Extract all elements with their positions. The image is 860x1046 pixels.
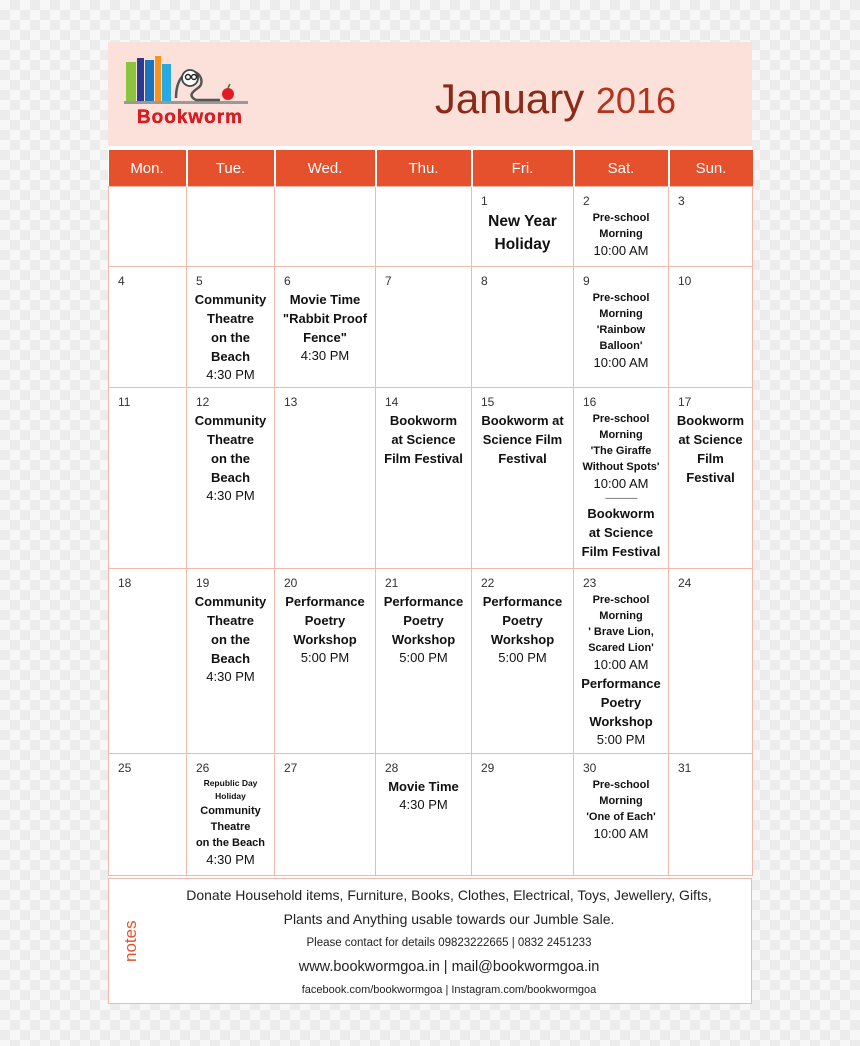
- event-text: Theatre: [207, 311, 254, 326]
- day-number: 28: [385, 761, 399, 775]
- day-cell: [574, 388, 669, 569]
- event-time: 5:00 PM: [498, 650, 547, 665]
- day-number: 2: [583, 194, 590, 208]
- week-row: [109, 187, 753, 267]
- event-text: Without Spots': [582, 461, 660, 473]
- event-text: Pre-school: [592, 212, 650, 224]
- day-cell: [109, 569, 187, 754]
- event-time: 10:00 AM: [593, 476, 649, 491]
- event-text: Community: [200, 805, 261, 817]
- day-cell: [187, 754, 275, 876]
- day-cell: [574, 754, 669, 876]
- week-row: [109, 754, 753, 876]
- event-text: Morning: [599, 429, 643, 441]
- event-text: Bookworm: [587, 506, 655, 521]
- event-time: 5:00 PM: [399, 650, 448, 665]
- event-text: Republic Day: [203, 778, 258, 788]
- event-text: Community: [194, 594, 267, 609]
- day-cell: [472, 569, 574, 754]
- event-text: Festival: [498, 451, 547, 466]
- event-text: "Rabbit Proof: [282, 311, 368, 326]
- day-cell: [109, 388, 187, 569]
- day-cell: [275, 569, 376, 754]
- day-number: 16: [583, 395, 597, 409]
- event-text: Theatre: [207, 432, 254, 447]
- event-text: Community: [194, 413, 267, 428]
- empty-day-cell: [275, 187, 376, 267]
- event-time: 4:30 PM: [206, 488, 255, 503]
- day-cell: [109, 754, 187, 876]
- weekday-tue: Tue.: [187, 150, 275, 187]
- day-number: 9: [583, 274, 590, 288]
- event-text: at Science: [678, 432, 743, 447]
- event-time: 10:00 AM: [593, 355, 649, 370]
- event-text: Pre-school: [592, 779, 650, 791]
- day-cell: [376, 388, 472, 569]
- event-text: at Science: [588, 525, 654, 540]
- month-title: [435, 74, 676, 126]
- day-cell: [574, 187, 669, 267]
- day-number: 11: [118, 395, 131, 409]
- weekday-thu: Thu.: [376, 150, 472, 187]
- calendar-header: [108, 42, 752, 146]
- day-number: 7: [385, 274, 392, 288]
- day-cell: [669, 569, 753, 754]
- event-text: Pre-school: [592, 413, 650, 425]
- day-number: 22: [481, 576, 495, 590]
- event-separator: ----------------: [605, 493, 637, 503]
- event-time: 4:30 PM: [399, 797, 448, 812]
- event-text: Poetry: [304, 613, 346, 628]
- day-number: 5: [196, 274, 203, 288]
- event-text: Bookworm at: [481, 413, 564, 428]
- event-time: 4:30 PM: [300, 348, 350, 363]
- event-text: Beach: [210, 470, 251, 485]
- event-text: on the Beach: [195, 837, 266, 849]
- event-text: Holiday: [494, 236, 551, 253]
- day-cell: [376, 569, 472, 754]
- event-text: Scared Lion': [588, 642, 654, 654]
- day-cell: [275, 388, 376, 569]
- day-number: 13: [284, 395, 298, 409]
- year: 2016: [595, 80, 676, 121]
- notes-body: [149, 883, 749, 1001]
- event-text: Workshop: [589, 714, 653, 729]
- event-text: Festival: [686, 470, 735, 485]
- event-time: 5:00 PM: [596, 732, 646, 747]
- day-number: 23: [583, 576, 597, 590]
- event-text: Theatre: [207, 613, 254, 628]
- event-time: 5:00 PM: [300, 650, 350, 665]
- day-number: 1: [481, 194, 488, 208]
- event-text: Performance: [581, 676, 661, 691]
- event-text: 'One of Each': [586, 811, 656, 823]
- event-text: Movie Time: [289, 292, 361, 307]
- empty-day-cell: [109, 187, 187, 267]
- day-number: 14: [385, 395, 399, 409]
- event-text: Poetry: [403, 613, 444, 628]
- event-time: 4:30 PM: [206, 669, 255, 684]
- logo-text: Bookworm: [136, 107, 244, 128]
- event-text: 'Rainbow: [596, 324, 646, 336]
- day-cell: [669, 754, 753, 876]
- event-text: 'The Giraffe: [590, 445, 652, 457]
- event-time: 10:00 AM: [593, 826, 649, 841]
- event-text: ' Brave Lion,: [588, 626, 654, 638]
- donation-text-line2: Plants and Anything usable towards our Jumble Sale.: [283, 911, 615, 927]
- day-number: 25: [118, 761, 132, 775]
- calendar-page: [108, 42, 752, 1004]
- day-number: 31: [678, 761, 692, 775]
- event-text: Film: [697, 451, 724, 466]
- day-cell: [376, 267, 472, 388]
- event-text: on the: [211, 451, 250, 466]
- event-text: Beach: [210, 651, 251, 666]
- event-text: on the: [211, 632, 250, 647]
- event-text: Pre-school: [592, 292, 650, 304]
- day-number: 21: [385, 576, 399, 590]
- event-text: Film Festival: [384, 451, 463, 466]
- day-number: 30: [583, 761, 597, 775]
- week-row: [109, 569, 753, 754]
- day-cell: [187, 388, 275, 569]
- social-links: facebook.com/bookwormgoa | Instagram.com/bookwormgoa: [301, 984, 597, 996]
- day-cell: [669, 187, 753, 267]
- event-text: Poetry: [502, 613, 543, 628]
- day-cell: [669, 267, 753, 388]
- website-email: www.bookwormgoa.in | mail@bookwormgoa.in: [298, 959, 600, 975]
- donation-text-line1: Donate Household items, Furniture, Books, Clothes, Electrical, Toys, Jewellery, Gifts,: [186, 887, 712, 903]
- day-cell: [472, 187, 574, 267]
- event-text: Morning: [599, 228, 643, 240]
- day-cell: [669, 388, 753, 569]
- event-text: Performance: [482, 594, 563, 609]
- event-text: Science Film: [482, 432, 563, 447]
- event-text: Movie Time: [388, 779, 459, 794]
- contact-numbers: Please contact for details 09823222665 | 0832 2451233: [306, 937, 592, 949]
- event-text: Film Festival: [581, 544, 661, 559]
- day-cell: [472, 267, 574, 388]
- month-name: January: [434, 75, 585, 122]
- notes-label: notes: [121, 920, 140, 962]
- event-text: Performance: [285, 594, 365, 609]
- day-cell: [187, 267, 275, 388]
- notes-box: [108, 878, 752, 1004]
- day-number: 4: [118, 274, 125, 288]
- event-text: Balloon': [599, 340, 643, 352]
- event-text: Morning: [599, 795, 643, 807]
- day-cell: [472, 754, 574, 876]
- weekday-fri: Fri.: [472, 150, 574, 187]
- event-text: on the: [211, 330, 250, 345]
- event-time: 4:30 PM: [206, 367, 255, 382]
- day-number: 19: [196, 576, 210, 590]
- event-text: Poetry: [600, 695, 642, 710]
- day-number: 12: [196, 395, 210, 409]
- empty-day-cell: [376, 187, 472, 267]
- weekday-header-row: [109, 150, 753, 187]
- event-text: Fence": [303, 330, 347, 345]
- event-text: Morning: [599, 610, 643, 622]
- weekday-wed: Wed.: [275, 150, 376, 187]
- event-text: Workshop: [490, 632, 555, 647]
- weekday-sun: Sun.: [669, 150, 753, 187]
- day-number: 18: [118, 576, 132, 590]
- event-text: Theatre: [210, 821, 251, 833]
- week-row: [109, 388, 753, 569]
- empty-day-cell: [187, 187, 275, 267]
- day-cell: [574, 267, 669, 388]
- day-number: 10: [678, 274, 692, 288]
- day-number: 15: [481, 395, 495, 409]
- event-text: Beach: [210, 349, 251, 364]
- event-text: Morning: [599, 308, 643, 320]
- day-cell: [187, 569, 275, 754]
- event-text: Holiday: [215, 791, 246, 801]
- event-text: Bookworm: [676, 413, 745, 428]
- event-text: Pre-school: [592, 594, 650, 606]
- event-text: Performance: [383, 594, 464, 609]
- day-number: 8: [481, 274, 488, 288]
- day-cell: [275, 267, 376, 388]
- day-number: 20: [284, 576, 298, 590]
- day-number: 6: [284, 274, 291, 288]
- day-cell: [376, 754, 472, 876]
- event-text: at Science: [391, 432, 456, 447]
- event-time: 10:00 AM: [593, 657, 649, 672]
- event-text: New Year: [488, 213, 557, 230]
- weekday-sat: Sat.: [574, 150, 669, 187]
- day-number: 27: [284, 761, 298, 775]
- calendar-grid: [108, 150, 753, 876]
- day-number: 3: [678, 194, 685, 208]
- day-number: 26: [196, 761, 210, 775]
- day-number: 29: [481, 761, 495, 775]
- event-text: Workshop: [293, 632, 357, 647]
- event-text: Community: [194, 292, 267, 307]
- day-cell: [109, 267, 187, 388]
- day-cell: [472, 388, 574, 569]
- day-cell: [275, 754, 376, 876]
- day-number: 17: [678, 395, 692, 409]
- event-text: Workshop: [391, 632, 456, 647]
- weekday-mon: Mon.: [109, 150, 187, 187]
- event-time: 4:30 PM: [206, 852, 255, 867]
- week-row: [109, 267, 753, 388]
- bookworm-logo: [124, 54, 254, 136]
- day-number: 24: [678, 576, 692, 590]
- day-cell: [574, 569, 669, 754]
- event-time: 10:00 AM: [593, 243, 649, 258]
- event-text: Bookworm: [389, 413, 458, 428]
